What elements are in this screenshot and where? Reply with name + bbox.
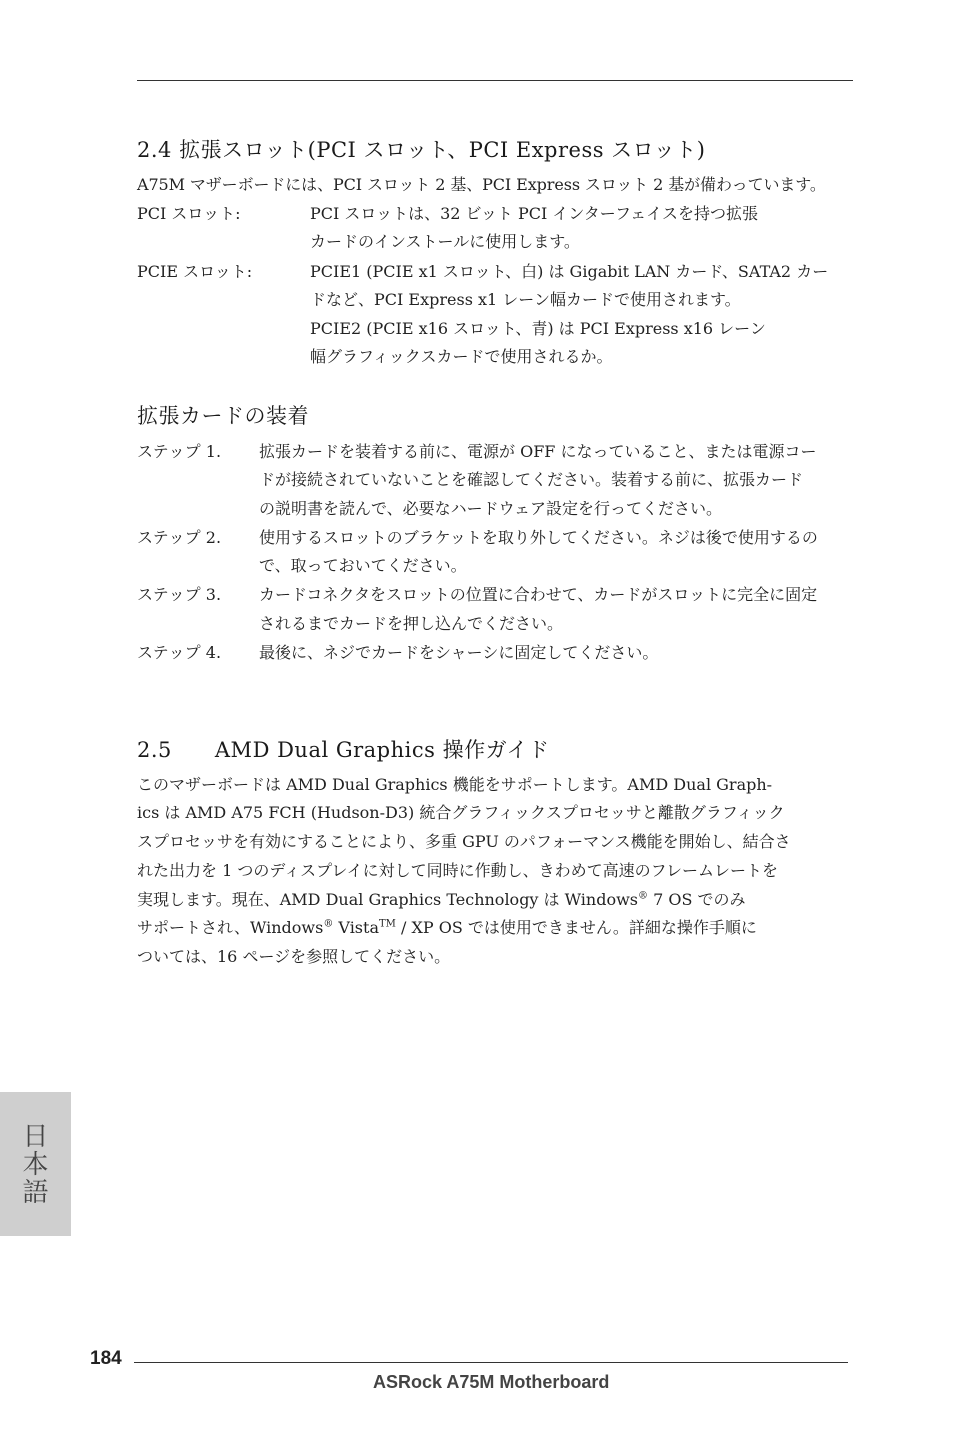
pcie-slot-line: PCIE2 (PCIE x16 スロット、青) は PCI Express x16 レーン bbox=[310, 319, 766, 338]
install-title: 拡張カードの装着 bbox=[137, 404, 309, 428]
pcie-slot-line: PCIE1 (PCIE x1 スロット、白) は Gigabit LAN カード、SATA2 カー bbox=[310, 262, 829, 281]
text-span: 7 OS でのみ bbox=[648, 890, 746, 909]
text-span: 実現します。現在、AMD Dual Graphics Technology は Windows bbox=[137, 890, 639, 909]
pci-slot-line: カードのインストールに使用します。 bbox=[310, 232, 580, 251]
step-line: カードコネクタをスロットの位置に合わせて、カードがスロットに完全に固定 bbox=[259, 585, 818, 604]
step-label: ステップ 4. bbox=[137, 643, 222, 662]
text-span: サポートされ、Windows bbox=[137, 918, 324, 937]
paragraph-line bbox=[137, 915, 757, 938]
paragraph-line: このマザーボードは AMD Dual Graphics 機能をサポートします。AMD Dual Graph- bbox=[137, 775, 773, 794]
page-number: 184 bbox=[90, 1348, 122, 1369]
bottom-rule bbox=[134, 1362, 848, 1363]
step-line: ドが接続されていないことを確認してください。装着する前に、拡張カード bbox=[259, 470, 804, 489]
footer-title: ASRock A75M Motherboard bbox=[373, 1372, 610, 1392]
paragraph-line: スプロセッサを有効にすることにより、多重 GPU のパフォーマンス機能を開始し、結合さ bbox=[137, 832, 791, 851]
step-label: ステップ 1. bbox=[137, 442, 222, 461]
step-label: ステップ 2. bbox=[137, 528, 222, 547]
step-line: の説明書を読んで、必要なハードウェア設定を行ってください。 bbox=[259, 499, 723, 518]
trademark-mark: TM bbox=[378, 918, 396, 930]
registered-mark: ® bbox=[638, 890, 649, 902]
section-2-5-title: 2.5 AMD Dual Graphics 操作ガイド bbox=[137, 738, 550, 762]
text-span: / XP OS では使用できません。詳細な操作手順に bbox=[395, 918, 757, 937]
registered-mark: ® bbox=[323, 918, 334, 930]
paragraph-line: ics は AMD A75 FCH (Hudson-D3) 統合グラフィックスプロセッサと離散グラフィック bbox=[137, 803, 785, 822]
section-2-4-intro: A75M マザーボードには、PCI スロット 2 基、PCI Express スロット 2 基が備わっています。 bbox=[137, 175, 826, 194]
step-line: で、取っておいてください。 bbox=[259, 556, 467, 575]
pci-slot-line: PCI スロットは、32 ビット PCI インターフェイスを持つ拡張 bbox=[310, 204, 759, 223]
step-label: ステップ 3. bbox=[137, 585, 222, 604]
language-side-tab bbox=[0, 1092, 71, 1236]
pcie-slot-line: ドなど、PCI Express x1 レーン幅カードで使用されます。 bbox=[310, 290, 741, 309]
step-line: 使用するスロットのブラケットを取り外してください。ネジは後で使用するの bbox=[259, 528, 818, 547]
pci-slot-label: PCI スロット: bbox=[137, 204, 241, 223]
step-line: 拡張カードを装着する前に、電源が OFF になっていること、または電源コー bbox=[259, 442, 817, 461]
top-rule bbox=[137, 80, 853, 81]
language-tab-label: 日本語 bbox=[18, 1122, 48, 1206]
text-span: Vista bbox=[333, 918, 379, 937]
pcie-slot-line: 幅グラフィックスカードで使用されるか。 bbox=[310, 347, 613, 366]
paragraph-line bbox=[137, 887, 746, 910]
step-line: されるまでカードを押し込んでください。 bbox=[259, 614, 564, 633]
paragraph-line: ついては、16 ページを参照してください。 bbox=[137, 947, 451, 966]
section-2-4-title: 2.4 拡張スロット(PCI スロット、PCI Express スロット) bbox=[137, 138, 706, 162]
paragraph-line: れた出力を 1 つのディスプレイに対して同時に作動し、きわめて高速のフレームレートを bbox=[137, 861, 778, 880]
step-line: 最後に、ネジでカードをシャーシに固定してください。 bbox=[259, 643, 659, 662]
pcie-slot-label: PCIE スロット: bbox=[137, 262, 253, 281]
